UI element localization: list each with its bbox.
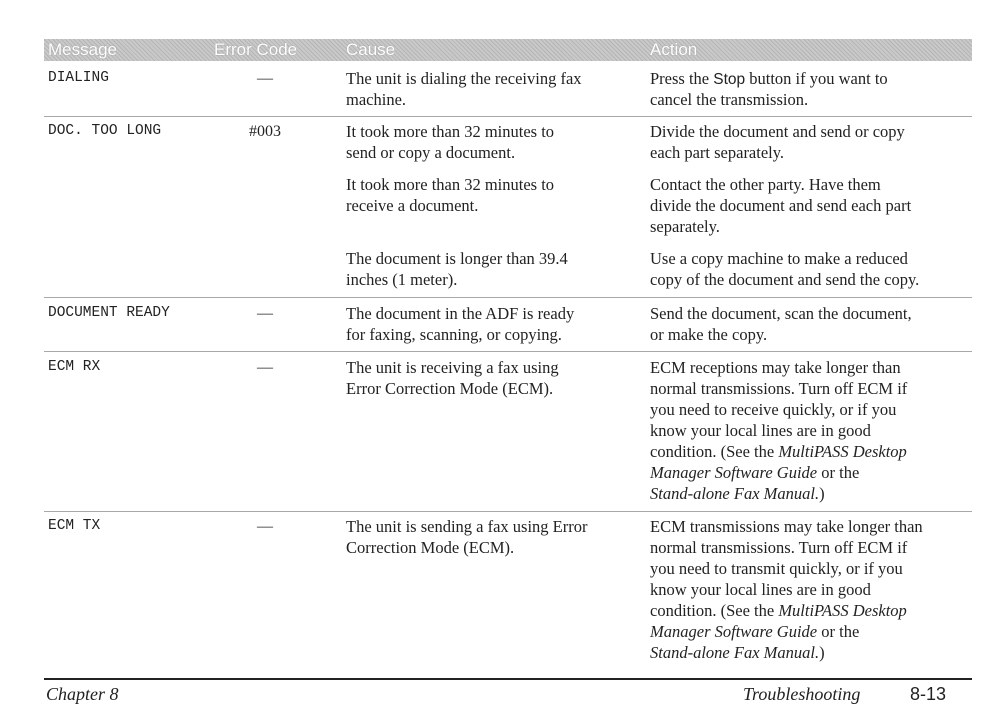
manual-title: MultiPASS Desktop: [778, 601, 907, 620]
message-cell: ECM TX: [48, 518, 101, 534]
action-line: normal transmissions. Turn off ECM if: [650, 379, 908, 398]
table-header-bar: [44, 39, 972, 61]
manual-title: Manager Software Guide: [650, 622, 818, 641]
stop-button-label: Stop: [713, 71, 746, 88]
header-action: Action: [650, 40, 698, 59]
action-text: or the: [817, 622, 860, 641]
action-line: cancel the transmission.: [650, 90, 809, 109]
action-text: Press the: [650, 69, 714, 88]
action-text: condition. (See the: [650, 442, 779, 461]
error-code-cell: —: [257, 70, 273, 87]
message-cell: ECM RX: [48, 359, 101, 375]
error-code-cell: #003: [249, 123, 281, 140]
action-line: you need to transmit quickly, or if you: [650, 559, 903, 578]
action-line: [650, 600, 907, 621]
footer-chapter: Chapter 8: [46, 684, 119, 704]
action-line: [650, 462, 859, 483]
action-line: separately.: [650, 217, 720, 236]
cause-line: The document is longer than 39.4: [346, 249, 568, 268]
footer-section: Troubleshooting: [743, 684, 861, 704]
action-text: ): [819, 643, 825, 662]
message-cell: DIALING: [48, 70, 109, 86]
header-error-code: Error Code: [214, 40, 298, 59]
error-code-cell: —: [257, 518, 273, 535]
manual-title: MultiPASS Desktop: [778, 442, 907, 461]
action-line: [650, 441, 907, 462]
cause-line: machine.: [346, 90, 407, 109]
action-line: [650, 621, 859, 642]
action-line: [650, 483, 825, 504]
action-line: each part separately.: [650, 143, 785, 162]
action-line: [650, 68, 888, 90]
row-divider: [44, 351, 972, 352]
row-divider: [44, 116, 972, 117]
manual-title: Manager Software Guide: [650, 463, 818, 482]
cause-line: inches (1 meter).: [346, 270, 458, 289]
cause-line: It took more than 32 minutes to: [346, 122, 555, 141]
cause-line: receive a document.: [346, 196, 479, 215]
action-text: ): [819, 484, 825, 503]
cause-line: for faxing, scanning, or copying.: [346, 325, 562, 344]
manual-title: Stand-alone Fax Manual.: [650, 643, 820, 662]
action-line: Send the document, scan the document,: [650, 304, 912, 323]
cause-line: Correction Mode (ECM).: [346, 538, 515, 557]
action-text: condition. (See the: [650, 601, 779, 620]
cause-line: The document in the ADF is ready: [346, 304, 575, 323]
action-line: know your local lines are in good: [650, 580, 871, 599]
action-line: Divide the document and send or copy: [650, 122, 905, 141]
message-cell: DOCUMENT READY: [48, 305, 170, 321]
action-line: you need to receive quickly, or if you: [650, 400, 897, 419]
action-line: [650, 642, 825, 663]
action-line: Use a copy machine to make a reduced: [650, 249, 908, 268]
cause-line: The unit is dialing the receiving fax: [346, 69, 582, 88]
action-line: or make the copy.: [650, 325, 768, 344]
action-line: Contact the other party. Have them: [650, 175, 881, 194]
row-divider: [44, 511, 972, 512]
page-number: 8-13: [910, 684, 947, 704]
action-line: divide the document and send each part: [650, 196, 912, 215]
header-message: Message: [48, 40, 117, 59]
footer-divider: [44, 678, 972, 680]
action-line: ECM transmissions may take longer than: [650, 517, 923, 536]
cause-line: It took more than 32 minutes to: [346, 175, 555, 194]
message-cell: DOC. TOO LONG: [48, 123, 162, 139]
action-text: or the: [817, 463, 860, 482]
header-cause: Cause: [346, 40, 396, 59]
cause-line: Error Correction Mode (ECM).: [346, 379, 554, 398]
cause-line: send or copy a document.: [346, 143, 516, 162]
row-divider: [44, 297, 972, 298]
error-code-cell: —: [257, 359, 273, 376]
action-line: ECM receptions may take longer than: [650, 358, 901, 377]
cause-line: The unit is sending a fax using Error: [346, 517, 588, 536]
manual-title: Stand-alone Fax Manual.: [650, 484, 820, 503]
action-text: button if you want to: [745, 69, 888, 88]
cause-line: The unit is receiving a fax using: [346, 358, 559, 377]
action-line: normal transmissions. Turn off ECM if: [650, 538, 908, 557]
error-code-cell: —: [257, 305, 273, 322]
action-line: copy of the document and send the copy.: [650, 270, 920, 289]
action-line: know your local lines are in good: [650, 421, 871, 440]
